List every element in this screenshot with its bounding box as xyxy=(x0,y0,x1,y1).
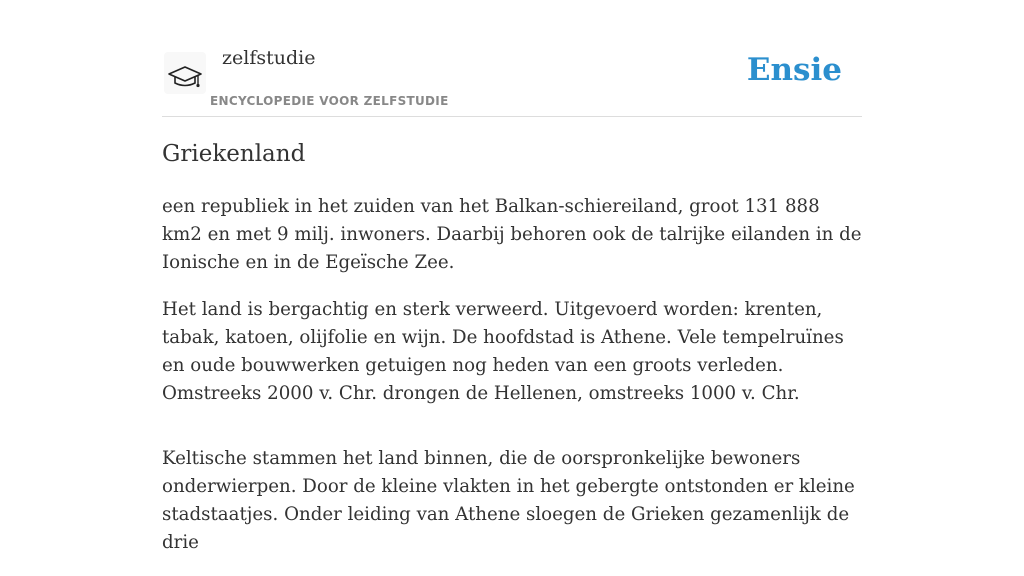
article-paragraph: een republiek in het zuiden van het Balkan-schiereiland, groot 131 888 km2 en met 9 milj. inwoners. Daarbij behoren ook de talrijke eilanden in de Ionische en in de Egeïsche Zee. xyxy=(162,196,862,273)
source-subtitle: ENCYCLOPEDIE VOOR ZELFSTUDIE xyxy=(210,94,449,108)
graduation-cap-icon[interactable] xyxy=(164,52,206,94)
page-title: Griekenland xyxy=(162,141,306,167)
article-body xyxy=(162,193,864,576)
source-name-link[interactable]: zelfstudie xyxy=(222,47,316,69)
article-paragraph: Het land is bergachtig en sterk verweerd. Uitgevoerd worden: krenten, tabak, katoen, olijfolie en wijn. De hoofdstad is Athene. Vele tempelruïnes en oude bouwwerken getuigen nog heden van een groots verleden. Omstreeks 2000 v. Chr. drongen de Hellenen, omstreeks 1000 v. Chr. xyxy=(162,299,844,404)
brand-logo[interactable]: Ensie xyxy=(746,52,842,88)
article-paragraph: Keltische stammen het land binnen, die de oorspronkelijke bewoners onderwierpen. Door de kleine vlakten in het gebergte ontstonden er kleine stadstaatjes. Onder leiding van Athene sloegen de Grieken gezamenlijk de drie xyxy=(162,448,855,553)
site-header xyxy=(162,38,862,117)
